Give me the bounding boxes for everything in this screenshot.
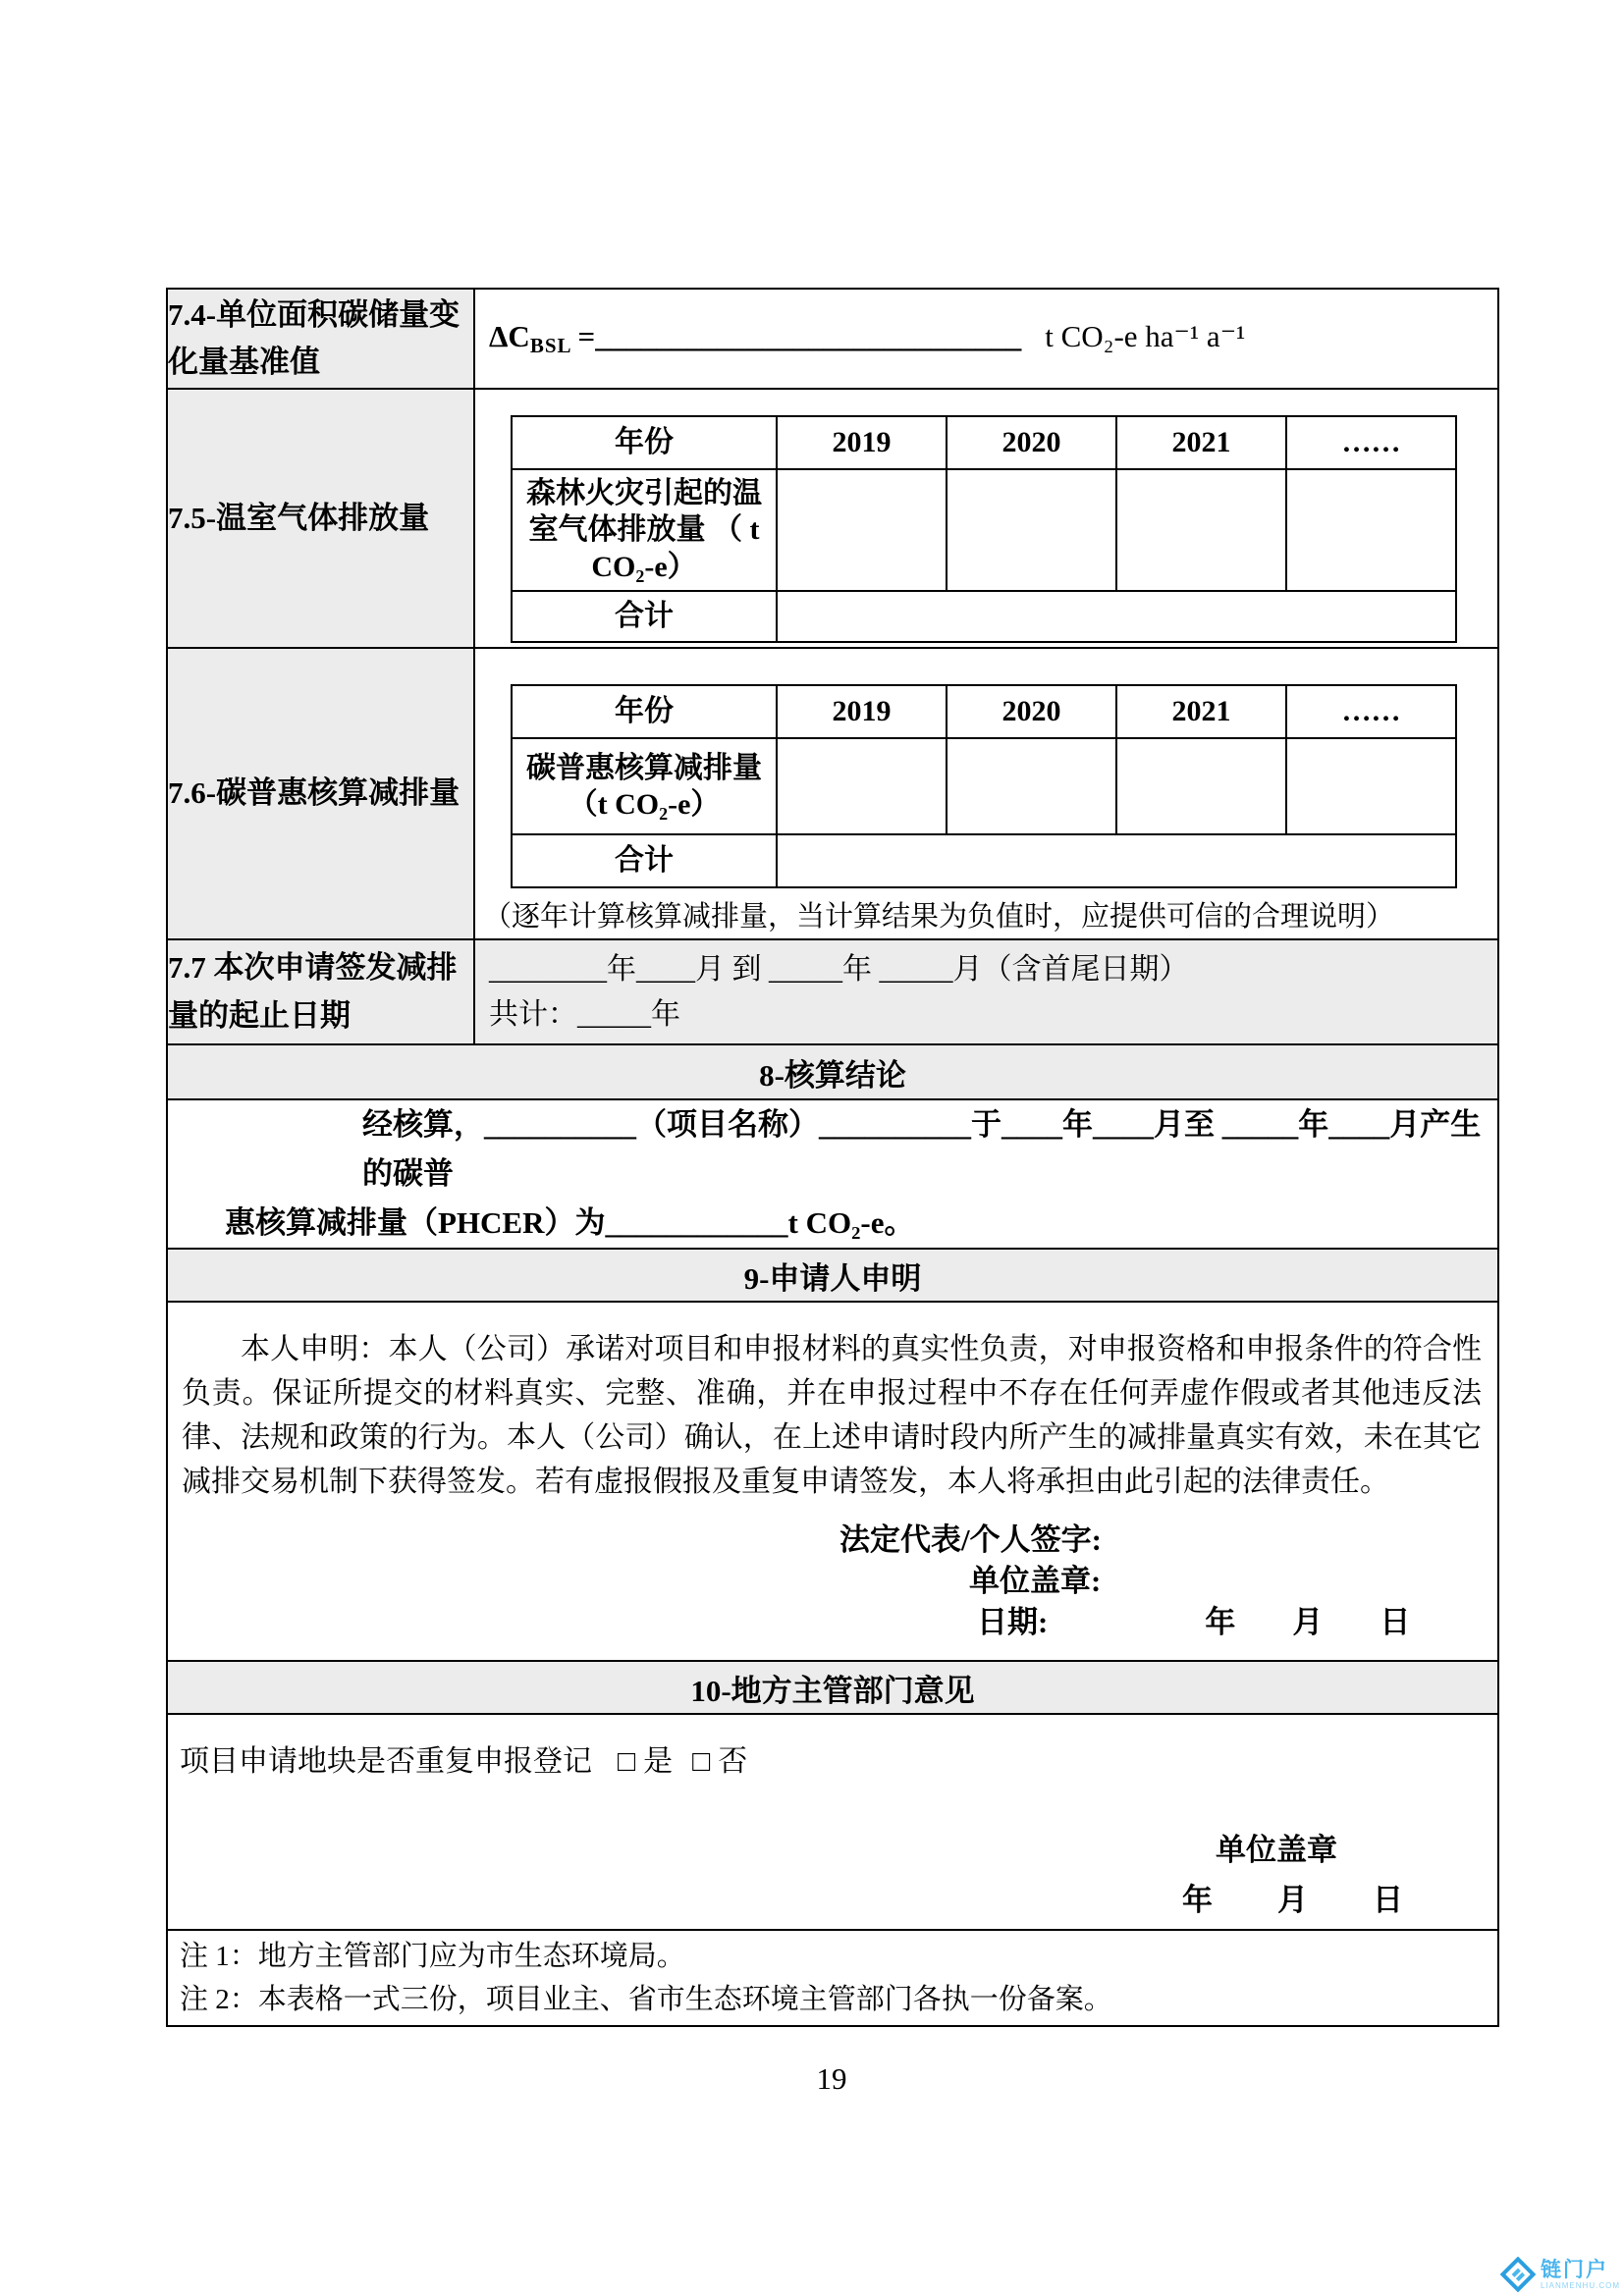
section-8-body-row [167, 1099, 1498, 1249]
row-7-5 [167, 389, 1498, 648]
empty-cell [1286, 738, 1456, 834]
empty-cell [777, 738, 947, 834]
empty-cell [1116, 738, 1286, 834]
application-form-table [166, 288, 1499, 2027]
section-8-header-row [167, 1044, 1498, 1099]
table-data-row [512, 469, 1456, 591]
cell-7-7-dates [474, 939, 1498, 1044]
footnote-1: 注 1：地方主管部门应为市生态环境局。 [180, 1941, 685, 1972]
label-7-7: 7.7 本次申请签发减排量的起止日期 [167, 939, 474, 1044]
date-line [168, 1602, 1497, 1643]
section-9-header-row [167, 1249, 1498, 1302]
phcer-reduction-table [511, 684, 1457, 888]
formula-symbol: ΔC [489, 319, 530, 353]
year-header: 年份 [512, 685, 777, 738]
no-checkbox[interactable]: □ [692, 1745, 711, 1778]
empty-cell [947, 738, 1116, 834]
total-label: 合计 [512, 834, 777, 887]
footnotes [167, 1930, 1498, 2026]
accounting-conclusion [167, 1099, 1498, 1249]
signature-line: 法定代表/个人签字: [839, 1522, 1102, 1557]
year-label: 年 [1205, 1605, 1236, 1639]
baseline-formula [475, 319, 1497, 358]
emission-row-label: 森林火灾引起的温室气体排放量 （ t CO₂-e） [512, 469, 777, 591]
watermark-domain: LIANMENHU.COM [1540, 2280, 1620, 2290]
watermark [1500, 2257, 1620, 2292]
year-label: 年 [1182, 1883, 1213, 1917]
watermark-text [1541, 2260, 1620, 2290]
empty-cell [1286, 469, 1456, 591]
year-2021: 2021 [1116, 685, 1286, 738]
table-total-row [512, 834, 1456, 887]
reduction-row-label: 碳普惠核算减排量 （t CO₂-e） [512, 738, 777, 834]
notes-row [167, 1930, 1498, 2026]
empty-cell [777, 469, 947, 591]
year-header: 年份 [512, 416, 777, 469]
section-9-title: 9-申请人申明 [167, 1249, 1498, 1302]
authority-date-line [168, 1875, 1497, 1919]
watermark-name: 链门户 [1540, 2258, 1608, 2281]
table-total-row [512, 591, 1456, 642]
cell-7-5-table [474, 389, 1498, 648]
no-label: 否 [718, 1745, 748, 1778]
authority-seal-label: 单位盖章 [1216, 1833, 1337, 1867]
table-data-row [512, 738, 1456, 834]
yes-checkbox[interactable]: □ [618, 1745, 636, 1778]
row-7-6 [167, 648, 1498, 939]
ghg-emission-table [511, 415, 1457, 643]
section-9-body-row [167, 1302, 1498, 1661]
section-8-title: 8-核算结论 [167, 1044, 1498, 1099]
formula-subscript: BSL [529, 334, 572, 357]
year-more: …… [1286, 416, 1456, 469]
table-header-row [512, 685, 1456, 738]
month-label: 月 [1277, 1883, 1308, 1917]
section-10-header-row [167, 1661, 1498, 1714]
company-seal-line: 单位盖章: [969, 1564, 1102, 1598]
conclusion-line-2: 惠核算减排量（PHCER）为____________t CO₂-e。 [225, 1205, 915, 1240]
formula-blank-line: ____________________________ [595, 319, 1022, 353]
year-2020: 2020 [947, 685, 1116, 738]
month-label: 月 [1292, 1605, 1324, 1639]
total-years-line: 共计：_____年 [489, 997, 680, 1031]
calculation-note: （逐年计算核算减排量，当计算结果为负值时，应提供可信的合理说明） [483, 901, 1395, 933]
day-label: 日 [1373, 1883, 1403, 1917]
year-2019: 2019 [777, 416, 947, 469]
duplicate-application-question [168, 1725, 1497, 1780]
year-2021: 2021 [1116, 416, 1286, 469]
date-range-line: ________年____月 到 _____年 _____月（含首尾日期） [489, 952, 1189, 986]
cell-7-4-value [474, 289, 1498, 389]
label-7-4: 7.4-单位面积碳储量变化量基准值 [167, 289, 474, 389]
label-7-5: 7.5-温室气体排放量 [167, 389, 474, 648]
label-7-6: 7.6-碳普惠核算减排量 [167, 648, 474, 939]
formula-equals: = [577, 319, 596, 353]
section-10-title: 10-地方主管部门意见 [167, 1661, 1498, 1714]
empty-cell [947, 469, 1116, 591]
total-empty-cell [777, 591, 1456, 642]
year-2020: 2020 [947, 416, 1116, 469]
question-text: 项目申请地块是否重复申报登记 [180, 1745, 592, 1778]
conclusion-line-1: 经核算，__________（项目名称）__________于____年____月至 _____年____月产生的碳普 [362, 1107, 1482, 1191]
year-more: …… [1286, 685, 1456, 738]
declaration-paragraph: 本人申明：本人（公司）承诺对项目和申报材料的真实性负责，对申报资格和申报条件的符合性负责。保证所提交的材料真实、完整、准确，并在申报过程中不存在任何弄虚作假或者其他违反法律、法规和政策的行为。本人（公司）确认，在上述申请时段内所产生的减排量真实有效，未在其它减排交易机制下获得签发。若有虚报假报及重复申请签发，本人将承担由此引起的法律责任。 [182, 1333, 1482, 1498]
row-7-4 [167, 289, 1498, 389]
yes-label: 是 [643, 1745, 674, 1778]
page-number: 19 [816, 2061, 847, 2096]
year-2019: 2019 [777, 685, 947, 738]
table-header-row [512, 416, 1456, 469]
lianmenhu-logo-icon [1500, 2257, 1536, 2292]
total-label: 合计 [512, 591, 777, 642]
row-7-7 [167, 939, 1498, 1044]
cell-7-6-table [474, 648, 1498, 939]
authority-opinion [167, 1714, 1498, 1930]
applicant-declaration [167, 1302, 1498, 1661]
footnote-2: 注 2：本表格一式三份，项目业主、省市生态环境主管部门各执一份备案。 [180, 1984, 1112, 2015]
formula-unit: t CO₂-e ha⁻¹ a⁻¹ [1045, 319, 1246, 353]
empty-cell [1116, 469, 1286, 591]
date-label: 日期: [977, 1605, 1049, 1639]
day-label: 日 [1380, 1605, 1411, 1639]
section-10-body-row [167, 1714, 1498, 1930]
total-empty-cell [777, 834, 1456, 887]
